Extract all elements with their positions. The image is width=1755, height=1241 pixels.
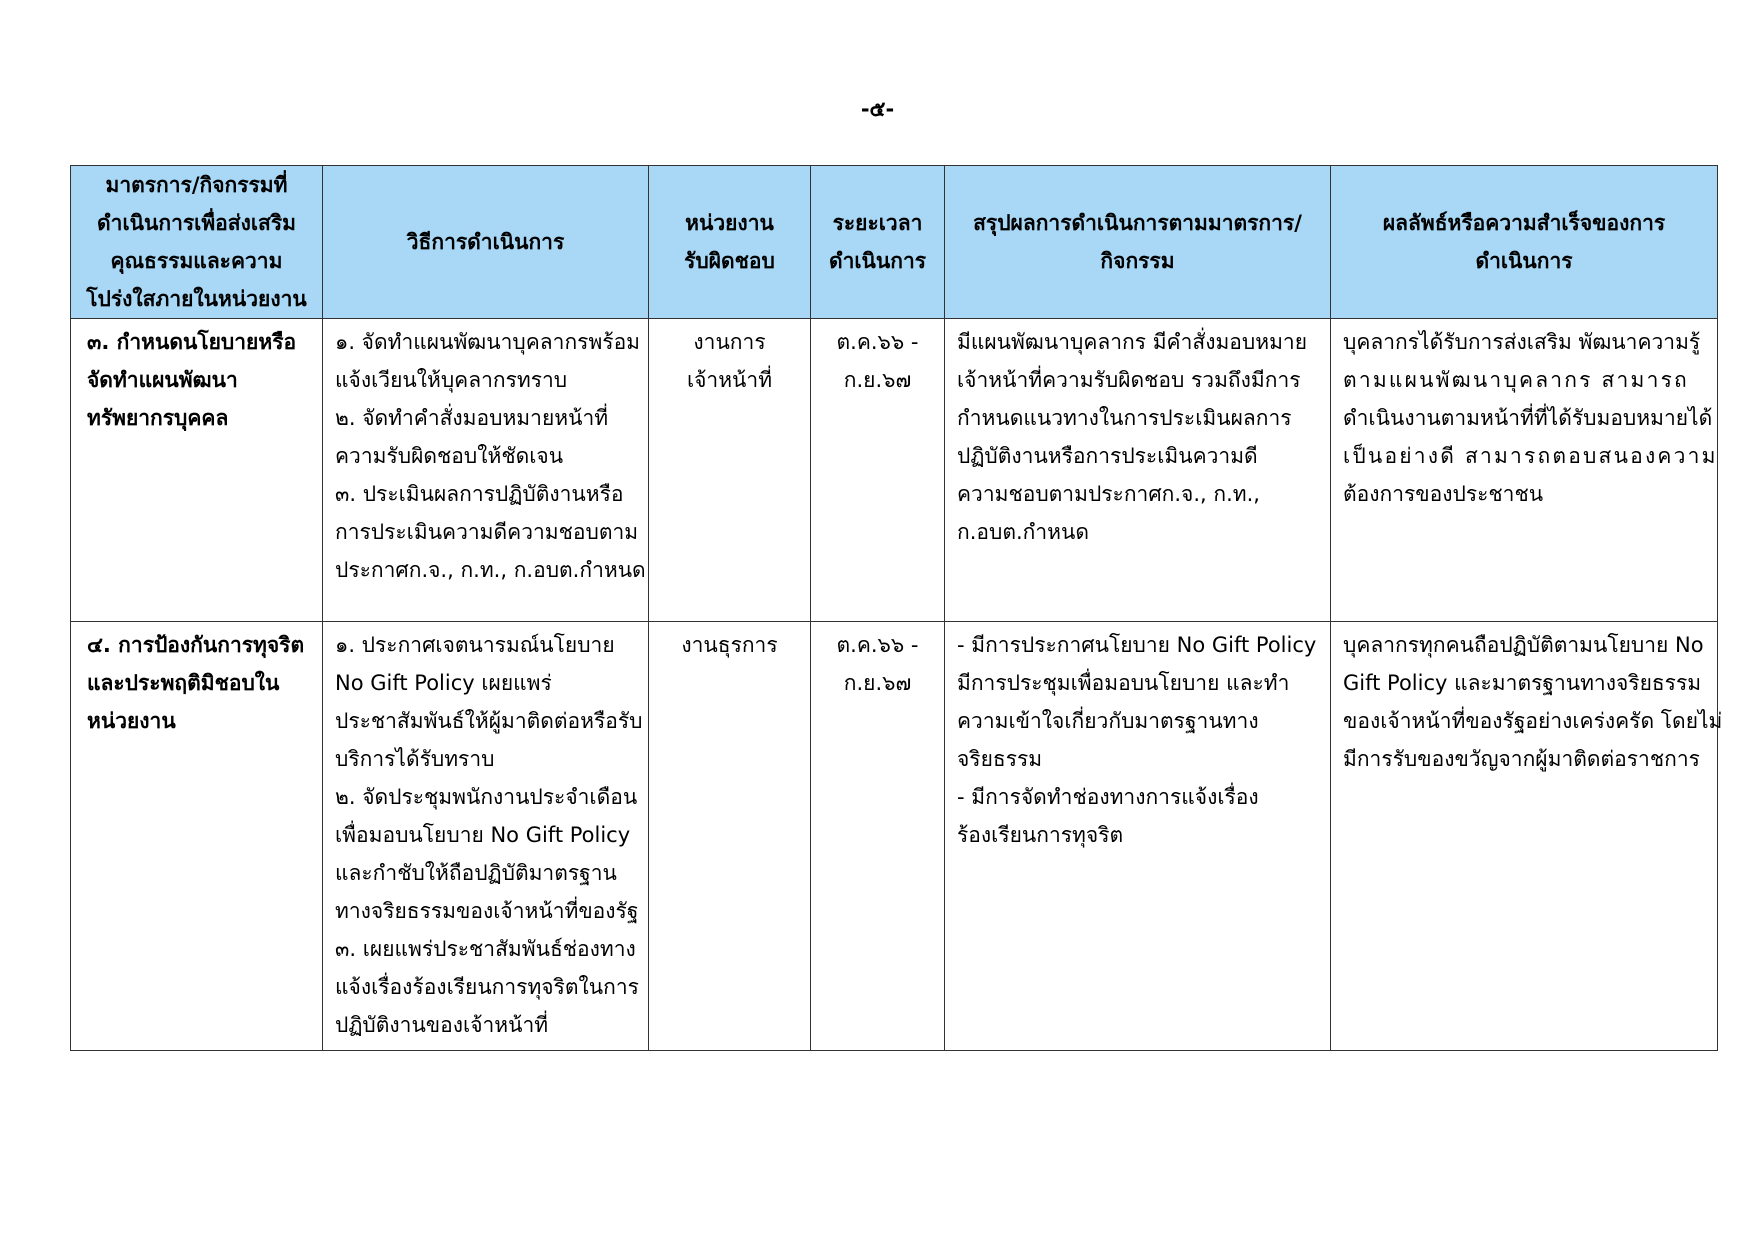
- header-method: วิธีการดำเนินการ: [323, 166, 649, 319]
- period-cell: ต.ค.๖๖ - ก.ย.๖๗: [811, 319, 945, 622]
- header-period: ระยะเวลา ดำเนินการ: [811, 166, 945, 319]
- outcome-cell: บุคลากรได้รับการส่งเสริม พัฒนาความรู้ ตามแผนพัฒนาบุคลากร สามารถ ดำเนินงานตามหน้าที่ที่ได้รับมอบหมายได้ เป็นอย่างดี สามารถตอบสนองความ ต้องการของประชาชน: [1331, 319, 1718, 622]
- header-responsible-unit: หน่วยงาน รับผิดชอบ: [649, 166, 811, 319]
- table-header-row: [71, 166, 1718, 319]
- page-number: -๕-: [860, 97, 895, 121]
- measures-table: [70, 165, 1723, 1051]
- responsible-unit-cell: งานธุรการ: [649, 622, 811, 1051]
- table-row: [71, 319, 1718, 622]
- measure-cell: ๓. กำหนดนโยบายหรือ จัดทำแผนพัฒนา ทรัพยากรบุคคล: [71, 319, 323, 622]
- period-cell: ต.ค.๖๖ - ก.ย.๖๗: [811, 622, 945, 1051]
- outcome-cell: บุคลากรทุกคนถือปฏิบัติตามนโยบาย No Gift Policy และมาตรฐานทางจริยธรรม ของเจ้าหน้าที่ของรัฐอย่างเคร่งครัด โดยไม่ มีการรับของขวัญจากผู้มาติดต่อราชการ: [1331, 622, 1718, 1051]
- measure-cell: ๔. การป้องกันการทุจริต และประพฤติมิชอบใน หน่วยงาน: [71, 622, 323, 1051]
- table-row: [71, 622, 1718, 1051]
- summary-cell: - มีการประกาศนโยบาย No Gift Policy มีการประชุมเพื่อมอบนโยบาย และทำ ความเข้าใจเกี่ยวกับมาตรฐานทาง จริยธรรม - มีการจัดทำช่องทางการแจ้งเรื่อง ร้องเรียนการทุจริต: [945, 622, 1331, 1051]
- responsible-unit-cell: งานการ เจ้าหน้าที่: [649, 319, 811, 622]
- header-summary: สรุปผลการดำเนินการตามมาตรการ/ กิจกรรม: [945, 166, 1331, 319]
- summary-cell: มีแผนพัฒนาบุคลากร มีคำสั่งมอบหมาย เจ้าหน้าที่ความรับผิดชอบ รวมถึงมีการ กำหนดแนวทางในการประเมินผลการ ปฏิบัติงานหรือการประเมินความดี ความชอบตามประกาศก.จ., ก.ท., ก.อบต.กำหนด: [945, 319, 1331, 622]
- method-cell: ๑. จัดทำแผนพัฒนาบุคลากรพร้อม แจ้งเวียนให้บุคลากรทราบ ๒. จัดทำคำสั่งมอบหมายหน้าที่ ความรับผิดชอบให้ชัดเจน ๓. ประเมินผลการปฏิบัติงานหรือ การประเมินความดีความชอบตาม ประกาศก.จ., ก.ท., ก.อบต.กำหนด: [323, 319, 649, 622]
- method-cell: ๑. ประกาศเจตนารมณ์นโยบาย No Gift Policy เผยแพร่ ประชาสัมพันธ์ให้ผู้มาติดต่อหรือรับ บริการได้รับทราบ ๒. จัดประชุมพนักงานประจำเดือน เพื่อมอบนโยบาย No Gift Policy และกำชับให้ถือปฏิบัติมาตรฐาน ทางจริยธรรมของเจ้าหน้าที่ของรัฐ ๓. เผยแพร่ประชาสัมพันธ์ช่องทาง แจ้งเรื่องร้องเรียนการทุจริตในการ ปฏิบัติงานของเจ้าหน้าที่: [323, 622, 649, 1051]
- header-measure: มาตรการ/กิจกรรมที่ ดำเนินการเพื่อส่งเสริม คุณธรรมและความ โปร่งใสภายในหน่วยงาน: [71, 166, 323, 319]
- header-outcome: ผลลัพธ์หรือความสำเร็จของการ ดำเนินการ: [1331, 166, 1718, 319]
